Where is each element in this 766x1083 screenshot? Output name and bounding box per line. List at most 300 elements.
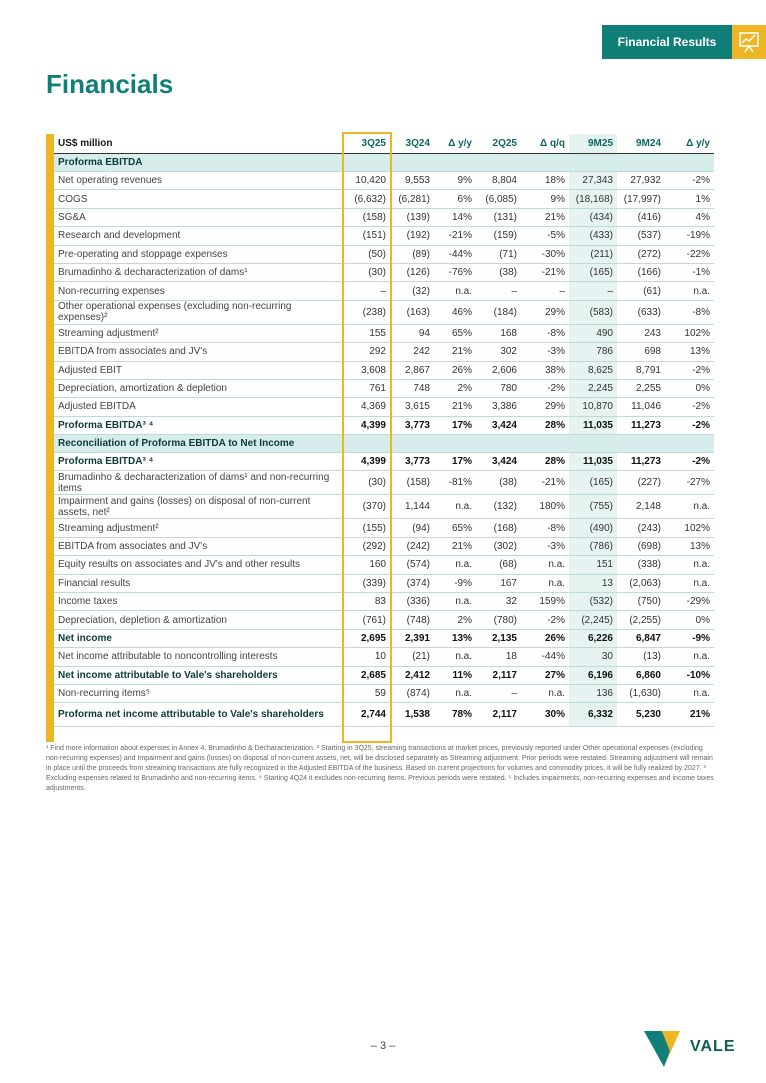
cell-value: n.a. xyxy=(434,556,476,574)
cell-value: -21% xyxy=(521,263,569,281)
row-label: Financial results xyxy=(54,574,340,592)
cell-value: n.a. xyxy=(665,574,714,592)
cell-value: 1,144 xyxy=(390,495,434,519)
cell-value: 27,343 xyxy=(569,172,617,190)
cell-value: 6,847 xyxy=(617,629,665,647)
cell-value: n.a. xyxy=(521,574,569,592)
vale-logo-mark-icon xyxy=(640,1023,688,1071)
cell-value: (433) xyxy=(569,227,617,245)
column-header: Δ y/y xyxy=(434,134,476,154)
cell-value: -8% xyxy=(521,324,569,342)
cell-value: 0% xyxy=(665,379,714,397)
cell-value: (163) xyxy=(390,300,434,324)
cell-value: (374) xyxy=(390,574,434,592)
cell-value: -3% xyxy=(521,537,569,555)
cell-value: (155) xyxy=(340,519,390,537)
row-label: Proforma EBITDA³ ⁴ xyxy=(54,453,340,471)
cell-value: 2,117 xyxy=(476,666,521,684)
cell-value: 30% xyxy=(521,703,569,727)
cell-value: (339) xyxy=(340,574,390,592)
cell-value: (126) xyxy=(390,263,434,281)
cell-value: 59 xyxy=(340,684,390,702)
cell-value: – xyxy=(340,282,390,300)
row-label: SG&A xyxy=(54,208,340,226)
row-label: Income taxes xyxy=(54,593,340,611)
cell-value: 83 xyxy=(340,593,390,611)
row-label: Net income attributable to noncontrolling interests xyxy=(54,648,340,666)
cell-value: (243) xyxy=(617,519,665,537)
cell-value: 102% xyxy=(665,324,714,342)
cell-value: 3,608 xyxy=(340,361,390,379)
cell-value: 21% xyxy=(521,208,569,226)
cell-value: 2,867 xyxy=(390,361,434,379)
cell-value: 13% xyxy=(665,537,714,555)
cell-value: -27% xyxy=(665,471,714,495)
cell-value: 8,804 xyxy=(476,172,521,190)
row-label: Proforma net income attributable to Vale's shareholders xyxy=(54,703,340,727)
cell-value: (537) xyxy=(617,227,665,245)
table-row xyxy=(54,227,714,245)
cell-value: 32 xyxy=(476,593,521,611)
cell-value: 28% xyxy=(521,416,569,434)
cell-value: 2% xyxy=(434,379,476,397)
cell-value: (68) xyxy=(476,556,521,574)
cell-value: 160 xyxy=(340,556,390,574)
row-label: Brumadinho & decharacterization of dams¹ and non-recurring items xyxy=(54,471,340,495)
cell-value: 1% xyxy=(665,190,714,208)
cell-value: (755) xyxy=(569,495,617,519)
table-row xyxy=(54,453,714,471)
cell-value: 2% xyxy=(434,611,476,629)
row-label: Pre-operating and stoppage expenses xyxy=(54,245,340,263)
cell-value: (18,168) xyxy=(569,190,617,208)
cell-value: 27% xyxy=(521,666,569,684)
cell-value: 292 xyxy=(340,343,390,361)
cell-value: (750) xyxy=(617,593,665,611)
table-row xyxy=(54,361,714,379)
cell-value: 13 xyxy=(569,574,617,592)
cell-value: 26% xyxy=(521,629,569,647)
cell-value: 9,553 xyxy=(390,172,434,190)
cell-value: (434) xyxy=(569,208,617,226)
table-row xyxy=(54,263,714,281)
cell-value: -44% xyxy=(521,648,569,666)
cell-value: 21% xyxy=(434,398,476,416)
table-row xyxy=(54,190,714,208)
table-row xyxy=(54,611,714,629)
cell-value: (574) xyxy=(390,556,434,574)
table-row xyxy=(54,343,714,361)
column-header: 3Q24 xyxy=(390,134,434,154)
cell-value: 3,424 xyxy=(476,453,521,471)
cell-value: (6,281) xyxy=(390,190,434,208)
table-row xyxy=(54,629,714,647)
cell-value: 94 xyxy=(390,324,434,342)
section-label: Reconciliation of Proforma EBITDA to Net Income xyxy=(54,435,714,453)
cell-value: -29% xyxy=(665,593,714,611)
cell-value: 13% xyxy=(434,629,476,647)
table-accent-bar xyxy=(46,134,54,742)
table-row xyxy=(54,282,714,300)
cell-value: (21) xyxy=(390,648,434,666)
row-label: Non-recurring expenses xyxy=(54,282,340,300)
cell-value: 136 xyxy=(569,684,617,702)
cell-value: n.a. xyxy=(434,593,476,611)
cell-value: -2% xyxy=(665,453,714,471)
cell-value: n.a. xyxy=(521,556,569,574)
cell-value: 11% xyxy=(434,666,476,684)
row-label: Brumadinho & decharacterization of dams¹ xyxy=(54,263,340,281)
cell-value: (50) xyxy=(340,245,390,263)
cell-value: 4,399 xyxy=(340,453,390,471)
cell-value: (336) xyxy=(390,593,434,611)
cell-value: 2,744 xyxy=(340,703,390,727)
footnotes: ¹ Find more information about expenses in Annex 4: Brumadinho & Decharacterization. ² Starting in 3Q25, streaming transactions at market prices, previously reported under Other operational expenses (excluding non-recurring expenses) and Impairment and gains (losses) on disposal of non-current assets, net, will be disclosed separately as Streaming adjustment. Prior periods were restated. Streaming adjustment will remain in place until the proceeds from streaming transactions are fully recognized in the Adjusted EBITDA of the business. Based on current projections for volumes and commodity prices, it will be fully realized by 2027. ³ Excluding expenses related to Brumadinho and non-recurring items. ⁴ Starting 4Q24 it excludes non-recurring items. Previous periods were restated. ⁵ Includes impairments, non-recurring expenses and income taxes adjustments. xyxy=(46,745,714,792)
cell-value: 4,399 xyxy=(340,416,390,434)
cell-value: n.a. xyxy=(665,684,714,702)
cell-value: 8,791 xyxy=(617,361,665,379)
cell-value: 698 xyxy=(617,343,665,361)
cell-value: (158) xyxy=(340,208,390,226)
cell-value: 3,773 xyxy=(390,416,434,434)
table-row xyxy=(54,398,714,416)
cell-value: (89) xyxy=(390,245,434,263)
cell-value: 14% xyxy=(434,208,476,226)
cell-value: (370) xyxy=(340,495,390,519)
column-header-label: US$ million xyxy=(54,134,340,154)
cell-value: -3% xyxy=(521,343,569,361)
table-row xyxy=(54,379,714,397)
cell-value: (184) xyxy=(476,300,521,324)
cell-value: (698) xyxy=(617,537,665,555)
cell-value: -2% xyxy=(665,361,714,379)
cell-value: -9% xyxy=(665,629,714,647)
cell-value: 167 xyxy=(476,574,521,592)
row-label: Net income attributable to Vale's shareholders xyxy=(54,666,340,684)
cell-value: 102% xyxy=(665,519,714,537)
cell-value: 13% xyxy=(665,343,714,361)
cell-value: 29% xyxy=(521,398,569,416)
cell-value: n.a. xyxy=(665,648,714,666)
cell-value: 2,255 xyxy=(617,379,665,397)
cell-value: 3,386 xyxy=(476,398,521,416)
cell-value: 18% xyxy=(521,172,569,190)
cell-value: 3,615 xyxy=(390,398,434,416)
page-number: – 3 – xyxy=(370,1040,396,1052)
row-label: Adjusted EBITDA xyxy=(54,398,340,416)
page-title: Financials xyxy=(46,69,174,99)
cell-value: (6,085) xyxy=(476,190,521,208)
cell-value: -2% xyxy=(521,379,569,397)
cell-value: 6,332 xyxy=(569,703,617,727)
cell-value: -9% xyxy=(434,574,476,592)
cell-value: 11,046 xyxy=(617,398,665,416)
cell-value: 3,773 xyxy=(390,453,434,471)
row-label: Equity results on associates and JV's and other results xyxy=(54,556,340,574)
row-label: Adjusted EBIT xyxy=(54,361,340,379)
cell-value: (166) xyxy=(617,263,665,281)
cell-value: -8% xyxy=(521,519,569,537)
table-section-row xyxy=(54,435,714,453)
cell-value: 0% xyxy=(665,611,714,629)
table-row xyxy=(54,471,714,495)
cell-value: -2% xyxy=(665,172,714,190)
cell-value: (192) xyxy=(390,227,434,245)
cell-value: 9% xyxy=(521,190,569,208)
table-header-row xyxy=(54,134,714,154)
column-header: 3Q25 xyxy=(340,134,390,154)
table-row xyxy=(54,684,714,702)
cell-value: -2% xyxy=(521,611,569,629)
cell-value: (532) xyxy=(569,593,617,611)
table-row xyxy=(54,556,714,574)
cell-value: – xyxy=(569,282,617,300)
cell-value: (61) xyxy=(617,282,665,300)
row-label: Net income xyxy=(54,629,340,647)
cell-value: -8% xyxy=(665,300,714,324)
cell-value: 17% xyxy=(434,453,476,471)
cell-value: -21% xyxy=(434,227,476,245)
cell-value: 21% xyxy=(434,537,476,555)
cell-value: 2,391 xyxy=(390,629,434,647)
cell-value: -2% xyxy=(665,398,714,416)
cell-value: 2,148 xyxy=(617,495,665,519)
cell-value: 302 xyxy=(476,343,521,361)
cell-value: (748) xyxy=(390,611,434,629)
financials-table xyxy=(54,134,714,727)
cell-value: 18 xyxy=(476,648,521,666)
cell-value: 11,273 xyxy=(617,453,665,471)
cell-value: -22% xyxy=(665,245,714,263)
cell-value: 155 xyxy=(340,324,390,342)
cell-value: 11,273 xyxy=(617,416,665,434)
cell-value: 2,245 xyxy=(569,379,617,397)
table-row xyxy=(54,574,714,592)
cell-value: 761 xyxy=(340,379,390,397)
cell-value: (761) xyxy=(340,611,390,629)
table-row xyxy=(54,648,714,666)
cell-value: (227) xyxy=(617,471,665,495)
cell-value: 27,932 xyxy=(617,172,665,190)
cell-value: (158) xyxy=(390,471,434,495)
row-label: Depreciation, depletion & amortization xyxy=(54,611,340,629)
cell-value: 4% xyxy=(665,208,714,226)
cell-value: -30% xyxy=(521,245,569,263)
cell-value: 4,369 xyxy=(340,398,390,416)
cell-value: (211) xyxy=(569,245,617,263)
cell-value: (292) xyxy=(340,537,390,555)
cell-value: (159) xyxy=(476,227,521,245)
cell-value: (168) xyxy=(476,519,521,537)
cell-value: 65% xyxy=(434,519,476,537)
cell-value: (583) xyxy=(569,300,617,324)
cell-value: 780 xyxy=(476,379,521,397)
table-row xyxy=(54,537,714,555)
cell-value: 10,870 xyxy=(569,398,617,416)
row-label: Streaming adjustment² xyxy=(54,324,340,342)
cell-value: 78% xyxy=(434,703,476,727)
cell-value: (780) xyxy=(476,611,521,629)
cell-value: (38) xyxy=(476,263,521,281)
cell-value: – xyxy=(476,282,521,300)
cell-value: (151) xyxy=(340,227,390,245)
cell-value: n.a. xyxy=(665,556,714,574)
section-label: Proforma EBITDA xyxy=(54,154,714,172)
cell-value: (238) xyxy=(340,300,390,324)
cell-value: 180% xyxy=(521,495,569,519)
cell-value: 2,412 xyxy=(390,666,434,684)
cell-value: (242) xyxy=(390,537,434,555)
row-label: COGS xyxy=(54,190,340,208)
cell-value: 2,117 xyxy=(476,703,521,727)
cell-value: 490 xyxy=(569,324,617,342)
table-row xyxy=(54,416,714,434)
cell-value: 28% xyxy=(521,453,569,471)
cell-value: (13) xyxy=(617,648,665,666)
column-header: Δ q/q xyxy=(521,134,569,154)
cell-value: 6,196 xyxy=(569,666,617,684)
table-row xyxy=(54,703,714,727)
row-label: Streaming adjustment² xyxy=(54,519,340,537)
cell-value: – xyxy=(476,684,521,702)
cell-value: 159% xyxy=(521,593,569,611)
cell-value: (2,245) xyxy=(569,611,617,629)
cell-value: 242 xyxy=(390,343,434,361)
cell-value: n.a. xyxy=(665,495,714,519)
table-section-row xyxy=(54,154,714,172)
cell-value: 21% xyxy=(665,703,714,727)
cell-value: 3,424 xyxy=(476,416,521,434)
cell-value: 21% xyxy=(434,343,476,361)
row-label: EBITDA from associates and JV's xyxy=(54,537,340,555)
table-row xyxy=(54,172,714,190)
cell-value: – xyxy=(521,282,569,300)
cell-value: (302) xyxy=(476,537,521,555)
table-row xyxy=(54,519,714,537)
cell-value: 10 xyxy=(340,648,390,666)
cell-value: (786) xyxy=(569,537,617,555)
cell-value: 2,135 xyxy=(476,629,521,647)
cell-value: (338) xyxy=(617,556,665,574)
cell-value: (38) xyxy=(476,471,521,495)
cell-value: (416) xyxy=(617,208,665,226)
column-header: Δ y/y xyxy=(665,134,714,154)
cell-value: (272) xyxy=(617,245,665,263)
table-row xyxy=(54,208,714,226)
cell-value: 243 xyxy=(617,324,665,342)
cell-value: (6,632) xyxy=(340,190,390,208)
cell-value: 2,606 xyxy=(476,361,521,379)
cell-value: (30) xyxy=(340,263,390,281)
row-label: Depreciation, amortization & depletion xyxy=(54,379,340,397)
cell-value: 9% xyxy=(434,172,476,190)
cell-value: n.a. xyxy=(434,495,476,519)
cell-value: 8,625 xyxy=(569,361,617,379)
row-label: Non-recurring items⁵ xyxy=(54,684,340,702)
cell-value: 5,230 xyxy=(617,703,665,727)
cell-value: -81% xyxy=(434,471,476,495)
cell-value: -1% xyxy=(665,263,714,281)
row-label: EBITDA from associates and JV's xyxy=(54,343,340,361)
cell-value: 6% xyxy=(434,190,476,208)
cell-value: -21% xyxy=(521,471,569,495)
cell-value: -19% xyxy=(665,227,714,245)
cell-value: (490) xyxy=(569,519,617,537)
cell-value: -10% xyxy=(665,666,714,684)
cell-value: (633) xyxy=(617,300,665,324)
cell-value: 30 xyxy=(569,648,617,666)
row-label: Proforma EBITDA³ ⁴ xyxy=(54,416,340,434)
cell-value: (132) xyxy=(476,495,521,519)
cell-value: n.a. xyxy=(434,648,476,666)
cell-value: 10,420 xyxy=(340,172,390,190)
cell-value: n.a. xyxy=(665,282,714,300)
cell-value: (30) xyxy=(340,471,390,495)
table-row xyxy=(54,245,714,263)
cell-value: 2,695 xyxy=(340,629,390,647)
cell-value: 6,860 xyxy=(617,666,665,684)
cell-value: -5% xyxy=(521,227,569,245)
cell-value: 38% xyxy=(521,361,569,379)
table-row xyxy=(54,666,714,684)
cell-value: (2,063) xyxy=(617,574,665,592)
column-header: 9M24 xyxy=(617,134,665,154)
cell-value: (94) xyxy=(390,519,434,537)
cell-value: 786 xyxy=(569,343,617,361)
cell-value: 1,538 xyxy=(390,703,434,727)
cell-value: (2,255) xyxy=(617,611,665,629)
cell-value: (1,630) xyxy=(617,684,665,702)
vale-logo xyxy=(640,1023,740,1071)
section-tag xyxy=(602,25,766,59)
cell-value: -44% xyxy=(434,245,476,263)
column-header: 2Q25 xyxy=(476,134,521,154)
cell-value: 65% xyxy=(434,324,476,342)
table-row xyxy=(54,300,714,324)
row-label: Research and development xyxy=(54,227,340,245)
cell-value: (165) xyxy=(569,263,617,281)
row-label: Net operating revenues xyxy=(54,172,340,190)
cell-value: -76% xyxy=(434,263,476,281)
cell-value: (71) xyxy=(476,245,521,263)
cell-value: 11,035 xyxy=(569,416,617,434)
cell-value: n.a. xyxy=(434,282,476,300)
row-label: Impairment and gains (losses) on disposal of non-current assets, net² xyxy=(54,495,340,519)
cell-value: n.a. xyxy=(521,684,569,702)
chart-presentation-icon xyxy=(732,25,766,59)
cell-value: (131) xyxy=(476,208,521,226)
cell-value: 6,226 xyxy=(569,629,617,647)
cell-value: (17,997) xyxy=(617,190,665,208)
row-label: Other operational expenses (excluding non-recurring expenses)² xyxy=(54,300,340,324)
cell-value: 2,685 xyxy=(340,666,390,684)
cell-value: 26% xyxy=(434,361,476,379)
cell-value: 151 xyxy=(569,556,617,574)
cell-value: 46% xyxy=(434,300,476,324)
cell-value: (874) xyxy=(390,684,434,702)
cell-value: (165) xyxy=(569,471,617,495)
cell-value: (139) xyxy=(390,208,434,226)
cell-value: 168 xyxy=(476,324,521,342)
cell-value: 17% xyxy=(434,416,476,434)
section-tag-label: Financial Results xyxy=(602,25,732,59)
cell-value: -2% xyxy=(665,416,714,434)
cell-value: 748 xyxy=(390,379,434,397)
cell-value: n.a. xyxy=(434,684,476,702)
table-row xyxy=(54,324,714,342)
column-header: 9M25 xyxy=(569,134,617,154)
cell-value: 29% xyxy=(521,300,569,324)
